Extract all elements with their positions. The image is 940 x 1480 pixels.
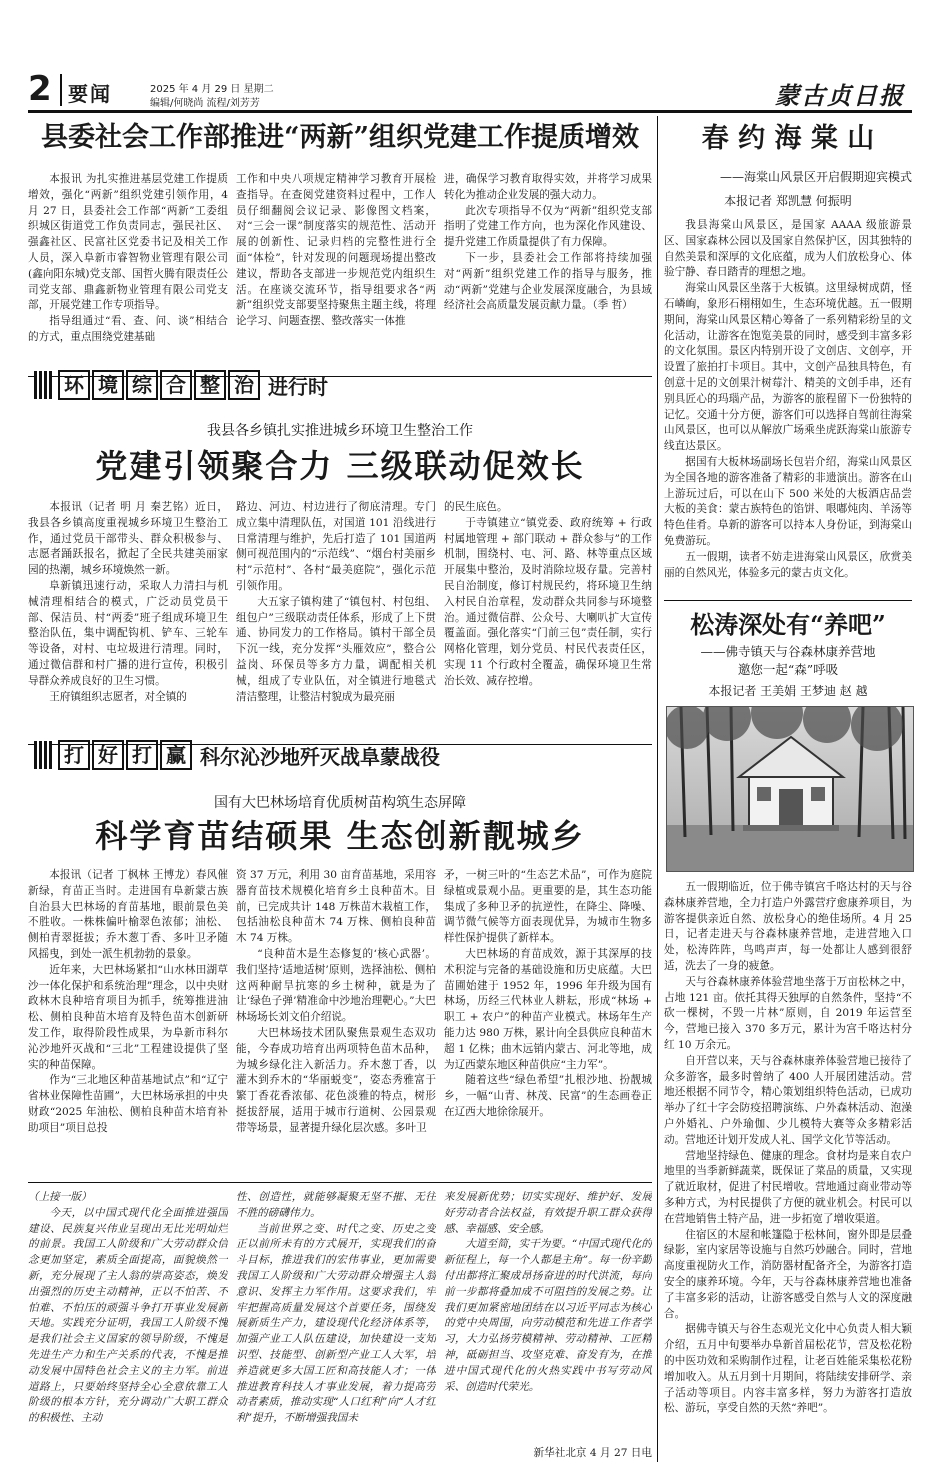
masthead-divider: [60, 74, 62, 106]
article6-subtitle2: 邀您一起“森”呼吸: [737, 662, 839, 677]
article6-subtitle1: ——佛寺镇天与谷森林康养营地: [700, 644, 876, 659]
banner-box: 治: [228, 370, 260, 400]
article4-col2: 性、创造性，就能够凝聚无坚不摧、无往不胜的磅礴伟力。 当前世界之变、时代之变、历史之变正以前所未有的方式展开，实现我们的奋斗目标，推进我们的宏伟事业，更加需要我国工人阶级和广大劳动群众增强主人翁意识、发挥主力军作用。这要求我们，牢牢把握高质量发展这个首要任务，围绕发展新质生产力，建设现代化经济体系等，加强产业工人队伍建设，加快建设一支知识型、技能型、创新型产业工人大军，培养造就更多大国工匠和高技能人才；一体推进教育科技人才事业发展，着力提高劳动者素质，推动实现“人口红利”向“人才红利”提升，不断增强我国未: [236, 1191, 436, 1425]
banner-box: 综: [126, 370, 158, 400]
article6-byline: 本报记者 王美娟 王梦迪 赵 越: [708, 684, 868, 698]
article1-col1: 本报讯 为扎实推进基层党建工作提质增效，强化“两新”组织党建引领作用，4 月 27 日，县委社会工作部“两新”工委组织城区街道党工作负责同志，强民社区、强鑫社区、民富社区党委书记及相关工作人员，深入阜新市睿智物业管理有限公司(鑫向阳东城)党支部、国哲火腾有限责任公司党支部、鼎鑫新物业管理有限公司党支部，开展党建工作专项指导。 指导组通过“看、查、问、谈”相结合的方式，重点围绕党建基础: [28, 173, 228, 343]
article2-col3: 的民生底色。 于寺镇建立“镇党委、政府统筹 + 行政村属地管理 + 部门联动 + 群众参与”的工作机制，围绕村、屯、河、路、林等重点区域开展集中整治，及时消除垃圾存量。完善村民自治制度，修订村规民约，将环境卫生纳入村民自治章程，发动群众共同参与环境整治。通过微信群、公众号、大喇叭扩大宣传覆盖面。强化落实“门前三包”责任制，实行网格化管理，划分党员、村民代表责任区，实现 11 个行政村全覆盖，确保环境卫生常治长效、减存控增。: [444, 501, 652, 687]
issue-date: 2025 年 4 月 29 日 星期二: [150, 84, 274, 95]
article1-col3: 进，确保学习教育取得实效，并将学习成果转化为推动企业发展的强大动力。 此次专项指导不仅为“两新”组织党支部指明了党建工作方向，也为深化作风建设、提升党建工作质量提供了有力保障。 下一步，县委社会工作部将持续加强对“两新”组织党建工作的指导与服务，推动“两新”党建与企业发展深度融合，为县域经济社会高质量发展贡献力量。（季 哲）: [444, 173, 652, 312]
right-column-divider: [657, 116, 658, 1462]
article5-title: 春 约 海 棠 山: [701, 123, 875, 154]
article3-title: 科学育苗结硕果 生态创新靓城乡: [95, 817, 585, 855]
article6-body: 五一假期临近，位于佛寺镇宫千咯达村的天与谷森林康养营地，全力打造户外露营疗愈康养项目，为游客提供亲近自然、放松身心的绝佳场所。4 月 25 日，记者走进天与谷森林康养营地，走进营地入口处，松涛阵阵，鸟鸣声声，每一处都让人感到很舒适，洗去了一身的疲惫。 天与谷森林康养体验营地坐落于万亩松林之中，占地 121 亩。依托其得天独厚的自然条件，坚持“不砍一棵树，不毁一片林”原则，自 2019 年运营至今，营地已接入 370 多万元，累计为宫千咯达村分红 10 万余元。 自开营以来，天与谷森林康养体验营地已接待了众多游客，最多时曾纳了 400 人开展团建活动。营地还根据不同节令，精心策划组织特色活动，已成功举办了红十字会防疫招聘演练、户外森林活动、泡澡户外婚礼、户外瑜伽、少儿模特大赛等众多精彩活动。营地还计划开发成人礼、国学文化节等活动。 营地坚持绿色、健康的理念。食材均是来自农户地里的当季新鲜蔬菜，既保证了菜品的质量，又实现了就近取材，促进了村民增收。营地通过商业带动等多种方式，为村民提供了方便的就业机会。村民可以在营地销售土特产品，进一步拓宽了增收渠道。 住宿区的木屋和帐篷隐于松林间，窗外即是层叠绿影，室内家居等设施与自然巧妙融合。同时，营地高度重视防火工作，消防器材配备齐全，为游客打造安全的康养环境。今年，天与谷森林康养营地也准备了丰富多彩的活动，让游客感受自然与人文的深度融合。 据佛寺镇天与谷生态观光文化中心负责人相大颖介绍，五月中旬要举办阜新首届松花节，营及松花粉的中医功效和采购制作过程，让老百姓能采集松花粉增加收入。从五月到十月期间，将陆续安排研学、亲子活动等项目。内容丰富多样，努力为游客打造放松、游玩，享受自然的天然“养吧”。: [664, 881, 912, 1415]
article5-subtitle: ——海棠山风景区开启假期迎宾模式: [719, 170, 912, 184]
article2-kicker: 我县各乡镇扎实推进城乡环境卫生整治工作: [207, 423, 473, 439]
banner-box: 打: [58, 740, 90, 770]
editor-line: 编辑/何晓尚 流程/刘芳芳: [150, 98, 260, 109]
section1-tail: 进行时: [268, 374, 328, 399]
article6-title: 松涛深处有“养吧”: [690, 610, 886, 639]
forest-cabin-image: [667, 707, 913, 871]
newspaper-logo: 蒙古贞日报: [775, 81, 905, 110]
article2-col1: 本报讯（记者 明 月 秦艺铭）近日，我县各乡镇高度重视城乡环境卫生整治工作，通过党员干部带头、群众积极参与、志愿者踊跃报名，掀起了全民共建美丽家园的热潮，城乡环境焕然一新。 阜新镇迅速行动，采取人力清扫与机械清理相结合的模式，广泛动员党员干部、保洁员、村“两委”班子组成环境卫生整治队伍，集中调配钩机、铲车、三轮车等设备，对村、屯垃圾进行清理。同时，通过微信群和村广播的进行宣传，积极引导群众养成良好的卫生习惯。 王府镇组织志愿者，对全镇的: [28, 501, 228, 703]
article3-kicker: 国有大巴林场培育优质树苗构筑生态屏障: [214, 795, 466, 811]
article2-col2: 路边、河边、村边进行了彻底清理。专门成立集中清理队伍，对国道 101 沿线进行日常清理与维护，先后打造了 101 国道两侧可视范围内的“示范线”、“烟台村美丽乡村”示范村”、各村“最美庭院”，强化示范引领作用。 大五家子镇构建了“镇包村、村包组、组包户”三级联动责任体系，形成了上下贯通、协同发力的工作格局。镇村干部全员下沉一线，充分发挥“头雁效应”，整合公益岗、环保员等多方力量，调配相关机械，组成了专业队伍，对全镇进行地毯式清洁整理，让整洁村貌成为最亮丽: [236, 501, 436, 703]
banner-box: 好: [92, 740, 124, 770]
section2-banner: [34, 740, 440, 770]
article3-col2: 资 37 万元，利用 30 亩育苗基地，采用容器育苗技术规模化培育乡土良种苗木。目前，已完成共计 148 万株苗木栽植工作，包括油松良种苗木 74 万株、侧柏良种苗木 74 万株。 “良种苗木是生态修复的‘核心武器’。我们坚持‘适地适树’原则，选择油松、侧柏这两种耐旱抗寒的乡土树种，就是为了让‘绿色子弹’精准命中沙地治理靶心。”大巴林场场长刘文伯介绍说。 大巴林场技术团队聚焦景观生态双功能，今春成功培育出两项特色苗木品种，为城乡绿化注入新活力。乔木葱丁香，以灌木到乔木的“华丽蜕变”，姿态秀雅富于繁丁香花香浓郁、花色淡雅的特点，树形挺拔舒展，适用于城市行道树、公园景观带等场景，显著提升绿化层次感。多叶卫: [236, 869, 436, 1134]
section2-boxes: [58, 740, 194, 770]
banner-box: 合: [160, 370, 192, 400]
section1-banner: [34, 370, 328, 400]
section-name: 要闻: [68, 82, 112, 106]
article5-body: 我县海棠山风景区，是国家 AAAA 级旅游景区、国家森林公园以及国家自然保护区，因其独特的自然美景和深厚的文化底蕴，成为人们放松身心、体验宁静、春日踏青的理想之地。 海棠山风景区坐落于大板镇。这里绿树成荫，怪石嶙峋，象形石栩栩如生，生态环境优越。五一假期期间，海棠山风景区精心筹备了一系列精彩纷呈的文化活动，让游客在饱览美景的同时，感受到丰富多彩的文化氛围。景区内特别开设了文创店、文创亭，开设置了旅拍打卡项目。其中，文创产品独具特色，有创意十足的文创果汁树莓汁、精美的文创手串，还有别具匠心的玛瑙产品，为游客的旅程留下一份独特的记忆。交通十分方便，游客们可以选择自驾前往海棠山风景区，也可以从解放广场乘坐虎跃海棠山旅游专线直达景区。 据国有大板林场副场长包岩介绍，海棠山风景区为全国各地的游客准备了精彩的非遗演出。游客在山上游玩过后，可以在山下 500 米处的大板酒店品尝大板的美食：蒙古族特色的馅饼、哏嘟炖肉、羊汤等特色佳肴。阜新的游客可以持本人身份证，到海棠山免费游玩。 五一假期，读者不妨走进海棠山风景区，欣赏美丽的自然风光，体验多元的蒙古贞文化。: [664, 219, 912, 579]
article5-byline: 本报记者 郑凯慧 何振明: [724, 194, 852, 208]
article4-signoff: [444, 1446, 652, 1461]
article1-title: 县委社会工作部推进“两新”组织党建工作提质增效: [40, 122, 640, 153]
masthead-rule: [28, 110, 912, 113]
article2-title: 党建引领聚合力 三级联动促效长: [95, 447, 585, 485]
banner-box: 赢: [160, 740, 192, 770]
banner-stripes: [34, 371, 52, 399]
article4-col3: 来发展新优势；切实实现好、维护好、发展好劳动者合法权益，有效提升职工群众获得感、幸福感、安全感。 大道至简，实干为要。“中国式现代化的新征程上，每一个人都是主角”。每一份辛勤付出都将汇聚成昂扬奋进的时代洪流，每向前一步都将叠加成不可阻挡的发展之势。让我们更加紧密地团结在以习近平同志为核心的党中央周围，向劳动模范和先进工作者学习，大力弘扬劳模精神、劳动精神、工匠精神，砥砺担当、攻坚克难、奋发有为，在推进中国式现代化的火热实践中书写劳动风采、创造时代荣光。: [444, 1191, 652, 1393]
section1-boxes: [58, 370, 262, 400]
article4-rule: [28, 1182, 652, 1183]
banner-box: 环: [58, 370, 90, 400]
section2-tail: 科尔沁沙地歼灭战阜蒙战役: [200, 744, 440, 769]
banner-stripes: [34, 741, 52, 769]
article1-col2: 工作和中央八项规定精神学习教育开展检查指导。在查阅党建资料过程中，工作人员仔细翻阅会议记录、影像图文档案，对“三会一课”制度落实的规范性、活动开展的创新性、记录归档的完整性进行全面“体检”，针对发现的问题现场提出整改建议，帮助各支部进一步规范党内组织生活。在座谈交流环节，指导组要求各“两新”组织党支部要坚持聚焦主题主线，将理论学习、问题查摆、整改落实一体推: [236, 173, 436, 328]
article3-col3: 矛，一树三叶的“生态艺术品”，可作为庭院绿植或景观小品。更重要的是，其生态功能集成了多种卫矛的抗逆性，在降尘、降噪、调节微气候等方面表现优异，为城市生物多样性保护提供了新样本。 大巴林场的育苗成效，源于其深厚的技术积淀与完备的基础设施和历史底蕴。大巴苗圃始建于 1952 年，1996 年升级为国有林场，历经三代林业人耕耘，形成“林场 + 职工 + 农户”的种苗产业模式。林场年生产能力达 980 万株，累计向全县供应良种苗木超 1 亿株；曲木远销内蒙古、河北等地，成为辽西蒙东地区种苗供应“主力军”。 随着这些“绿色希望”扎根沙地、扮靓城乡，一幅“山青、林茂、民富”的生态画卷正在辽西大地徐徐展开。: [444, 869, 652, 1118]
banner-box: 打: [126, 740, 158, 770]
page-number: 2: [28, 72, 58, 106]
cabin-photo: [666, 706, 914, 872]
dateline-text: 新华社北京 4 月 27 日电: [533, 1447, 652, 1459]
article6-rule: [664, 600, 912, 601]
article3-col1: 本报讯（记者 丁枫林 王博龙）春风催新绿，育苗正当时。走进国有阜新蒙古族自治县大巴林场的育苗基地，眼前景色美不胜收。一株株偏叶榆翠色浓郁；油松、侧柏青翠挺拔；乔木葱丁香、多叶卫矛随风摇曳，到处一派生机勃勃的景象。 近年来，大巴林场紧扣“山水林田湖草沙一体化保护和系统治理”理念，以中央财政林木良种培育项目为抓手，统筹推进油松、侧柏良种苗木培育及特色苗木创新研发工作，取得阶段性成果，为阜新市科尔沁沙地歼灭战和“三北”工程建设提供了坚实的种苗保障。 作为“三北地区种苗基地试点”和“辽宁省林业保障性苗圃”，大巴林场承担的中央财政“2025 年油松、侧柏良种苗木培育补助项目”项目总投: [28, 869, 228, 1134]
banner-box: 境: [92, 370, 124, 400]
article4-col1: （上接一版） 今天，以中国式现代化全面推进强国建设、民族复兴伟业呈现出无比光明灿烂的前景。我国工人阶级和广大劳动群众信念更加坚定，素质全面提高，面貌焕然一新，充分展现了主人翁的崇高姿态，焕发出强烈的历史主动精神，正以不怕苦、不怕难、不怕压的顽强斗争打开事业发展新天地。实践充分证明，我国工人阶级不愧是我们社会主义国家的领导阶级，不愧是先进生产力和生产关系的代表，不愧是推动发展中国特色社会主义的主力军。前进道路上，只要始终坚持全心全意依靠工人阶级的根本方针，充分调动广大职工群众的积极性、主动: [28, 1191, 228, 1425]
banner-box: 整: [194, 370, 226, 400]
